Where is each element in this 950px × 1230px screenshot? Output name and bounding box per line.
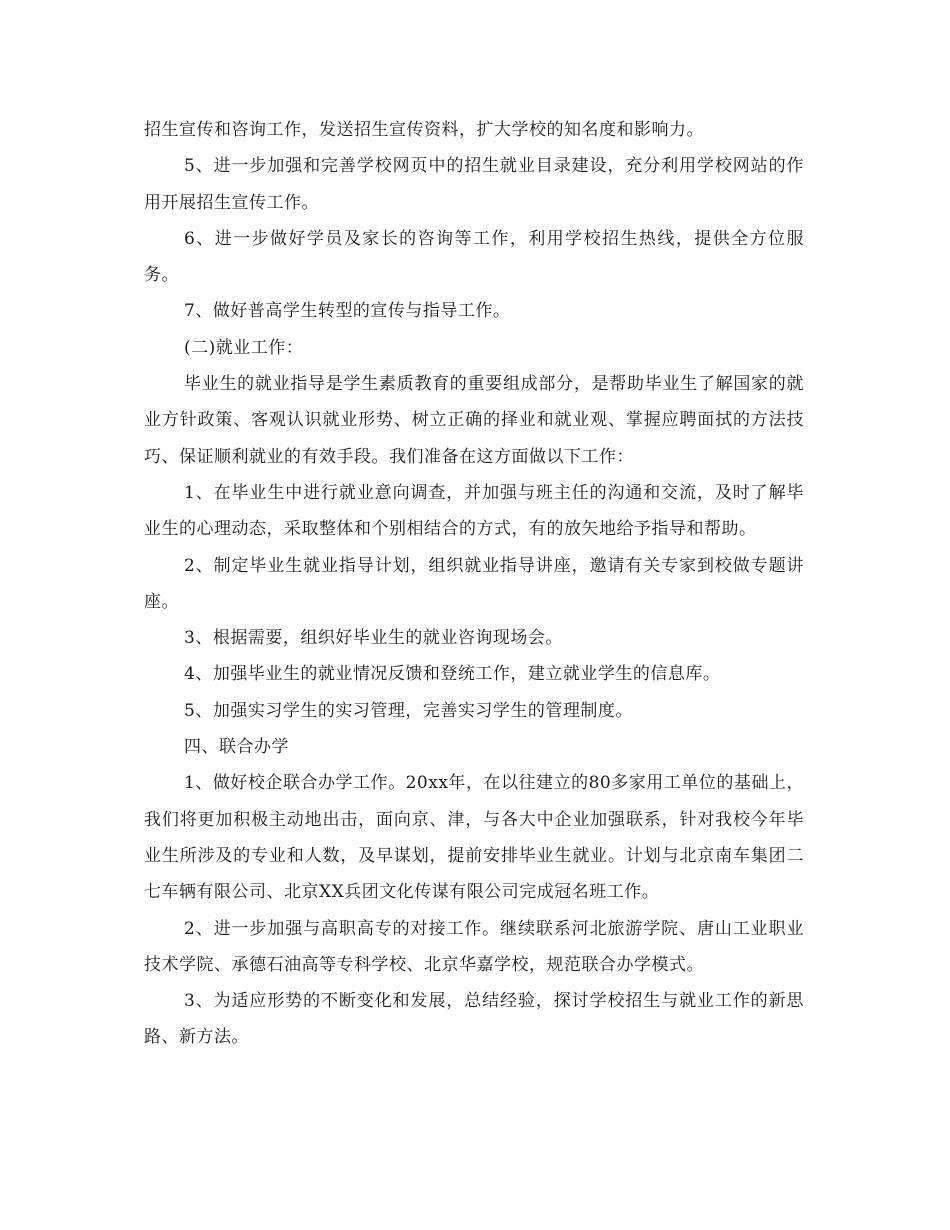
paragraph-continuation: 招生宣传和咨询工作，发送招生宣传资料，扩大学校的知名度和影响力。 xyxy=(144,120,704,140)
paragraph-item-7: 7、做好普高学生转型的宣传与指导工作。 xyxy=(184,301,511,322)
paragraph-joint-item-2: 2、进一步加强与高职高专的对接工作。继续联系河北旅游学院、唐山工业职业技术学院、承德石油高等专科学校、北京华嘉学校，规范联合办学模式。 xyxy=(144,918,804,975)
section-heading-employment: (二)就业工作： xyxy=(184,337,304,358)
paragraph-item-6: 6、进一步做好学员及家长的咨询等工作，利用学校招生热线，提供全方位服务。 xyxy=(144,228,804,286)
section-heading-joint-schooling: 四、联合办学 xyxy=(184,737,289,758)
document-body xyxy=(144,112,804,1056)
paragraph-employment-item-3: 3、根据需要，组织好毕业生的就业咨询现场会。 xyxy=(184,628,563,649)
paragraph-employment-item-4: 4、加强毕业生的就业情况反馈和登统工作，建立就业学生的信息库。 xyxy=(184,664,721,685)
paragraph-joint-item-3: 3、为适应形势的不断变化和发展，总结经验，探讨学校招生与就业工作的新思路、新方法。 xyxy=(144,991,804,1048)
paragraph-employment-item-5: 5、加强实习学生的实习管理，完善实习学生的管理制度。 xyxy=(184,700,633,721)
paragraph-employment-item-2: 2、制定毕业生就业指导计划，组织就业指导讲座，邀请有关专家到校做专题讲座。 xyxy=(144,555,804,612)
paragraph-employment-item-1: 1、在毕业生中进行就业意向调查，并加强与班主任的沟通和交流，及时了解毕业生的心理动态，采取整体和个别相结合的方式，有的放矢地给予指导和帮助。 xyxy=(144,482,804,540)
paragraph-employment-intro: 毕业生的就业指导是学生素质教育的重要组成部分，是帮助毕业生了解国家的就业方针政策、客观认识就业形势、树立正确的择业和就业观、掌握应聘面拭的方法技巧、保证顺利就业的有效手段。我们准备在这方面做以下工作： xyxy=(144,374,804,467)
paragraph-item-5: 5、进一步加强和完善学校网页中的招生就业目录建设，充分利用学校网站的作用开展招生宣传工作。 xyxy=(144,156,804,213)
paragraph-joint-item-1: 1、做好校企联合办学工作。20xx年，在以往建立的80多家用工单位的基础上，我们将更加积极主动地出击，面向京、津，与各大中企业加强联系，针对我校今年毕业生所涉及的专业和人数，及早谋划，提前安排毕业生就业。计划与北京南车集团二七车辆有限公司、北京XX兵团文化传谋有限公司完成冠名班工作。 xyxy=(144,773,804,903)
